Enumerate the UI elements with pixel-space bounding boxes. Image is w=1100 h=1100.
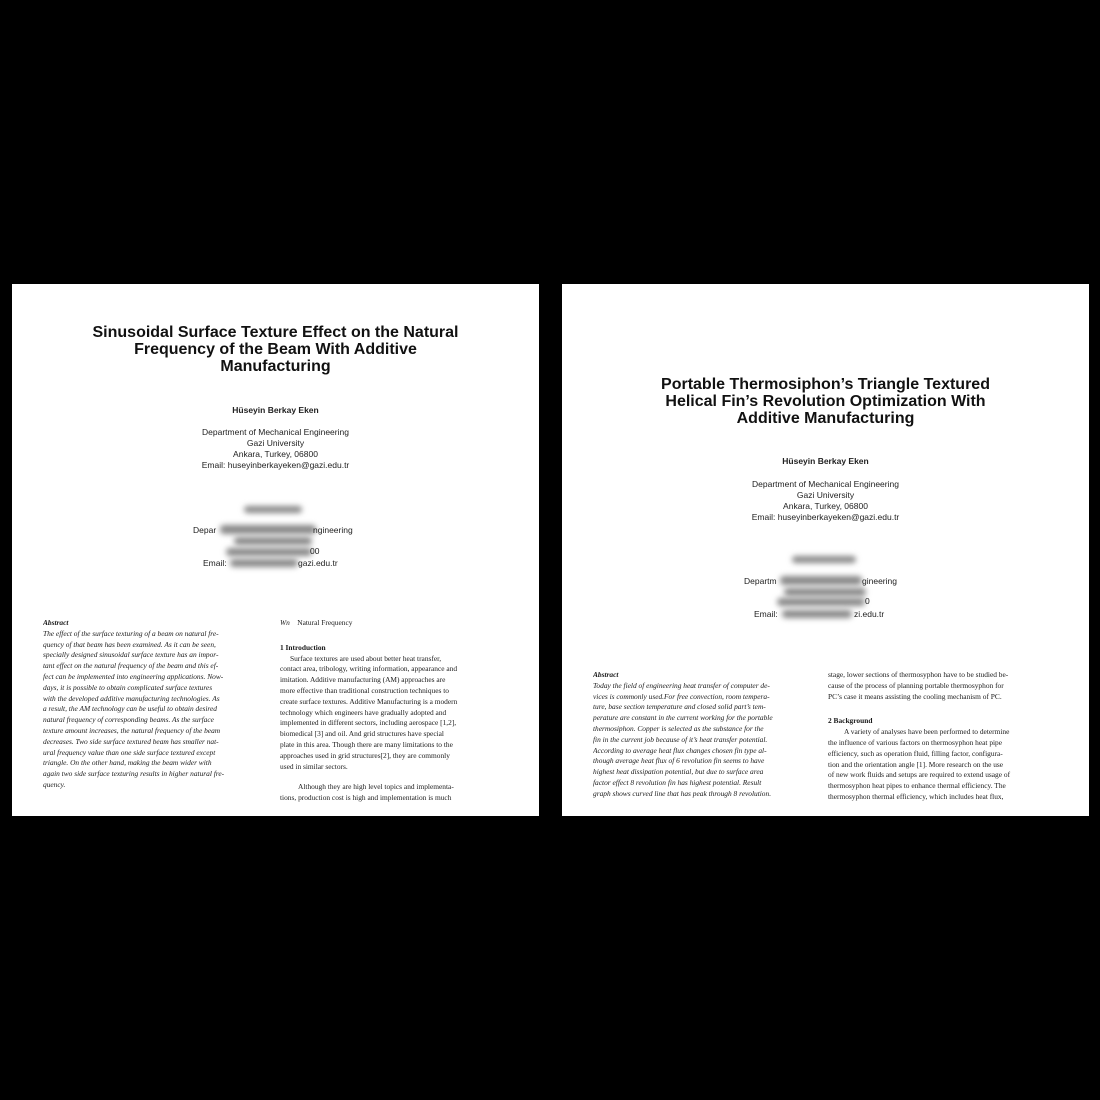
redacted-second-author: Depar ngineering 00 Email: gazi.edu.tr bbox=[12, 500, 539, 580]
redaction-blur bbox=[782, 610, 852, 618]
author-name: Hüseyin Berkay Eken bbox=[782, 456, 869, 466]
author-name: Hüseyin Berkay Eken bbox=[232, 405, 319, 415]
author-affiliation: Department of Mechanical Engineering Gazi University Ankara, Turkey, 06800 Email: huseyinberkayeken@gazi.edu.tr bbox=[751, 479, 900, 522]
author-affiliation: Department of Mechanical Engineering Gazi University Ankara, Turkey, 06800 Email: huseyinberkayeken@gazi.edu.tr bbox=[201, 427, 350, 470]
abstract-column bbox=[593, 670, 819, 800]
background-column: stage, lower sections of thermosyphon have to be studied be- cause of the process of planning portable thermosyphon for PC’s case it means assisting the cooling mechanism of PC. 2 Background A variety of analyses have been performed to determine the influence of various factors on thermosyphon heat pipe efficiency, such as operation fluid, filling factor, configura- tion and the orientation angle [1]. More research on the use of new work fluids and setups are required to extend usage of thermosyphon heat pipes to enhance thermal efficiency. The thermosyphon thermal efficiency, which includes heat flux, bbox=[828, 670, 1054, 803]
paper-page-right bbox=[562, 284, 1089, 816]
section-body: Surface textures are used about better heat transfer, contact area, tribology, writing information, appearance and imitation. Additive manufacturing (AM) approaches are more effective than traditional construction techniques to create surface textures. Additive Manufacturing is a modern technology which engineers have gradually adopted and implemented in different sectors, including aerospace [1,2], biomedical [3] and oil. And grid structures have special plate in this area. Though there are many limitations to the approaches used in grid structures[2], they are commonly used in similar sectors. Although they are high level topics and implementa- tions, production cost is high and implementation is much bbox=[280, 653, 458, 803]
redaction-blur bbox=[777, 598, 865, 606]
section-body: A variety of analyses have been performed to determine the influence of various factors on thermosyphon heat pipe efficiency, such as operation fluid, filling factor, configura- tion and the orientation angle [1]. More research on the use of new work fluids and setups are required to extend usage of thermosyphon heat pipes to enhance thermal efficiency. The thermosyphon thermal efficiency, which includes heat flux, bbox=[828, 727, 1011, 801]
paper-title: Portable Thermosiphon’s Triangle Textured Helical Fin’s Revolution Optimization With Additive Manufacturing bbox=[661, 376, 990, 427]
redaction-blur bbox=[784, 588, 866, 596]
intro-column bbox=[280, 618, 502, 804]
redaction-blur bbox=[244, 506, 302, 513]
redaction-blur bbox=[220, 525, 316, 534]
redacted-second-author: Departm gineering 0 Email: zi.edu.tr bbox=[562, 552, 1089, 632]
paper-page-left bbox=[12, 284, 539, 816]
abstract-heading: Abstract bbox=[593, 670, 619, 679]
abstract-heading: Abstract bbox=[43, 618, 69, 627]
redaction-blur bbox=[780, 576, 862, 585]
abstract-body: Today the field of engineering heat transfer of computer de- vices is commonly used.For free convection, room tempera- ture, base section temperature and closed solid part’s tem- perature are constant in the current working for the portable thermosiphon. Copper is selected as the substance for the fin in the current job because of it’s heat transfer potential. According to average heat flux changes chosen fin type al- though average heat flux of 6 revolution fin seems to have highest heat dissipation potential, but due to surface area factor effect 8 revolution fin has highest potential. Result graph shows curved line that has peak through 8 revolution. bbox=[593, 680, 773, 798]
section-heading: 1 Introduction bbox=[280, 642, 326, 652]
paper-title: Sinusoidal Surface Texture Effect on the Natural Frequency of the Beam With Additive Manufacturing bbox=[92, 324, 459, 375]
abstract-body: The effect of the surface texturing of a beam on natural fre- quency of that beam has been examined. As it can be seen, specially designed sinusoidal surface texture has an impor- tant effect on the natural frequency of the beam and this ef- fect can be implemented into engineering applications. Now- days, it is possible to obtain complicated surface textures with the developed additive manufacturing technologies. As a result, the AM technology can be useful to obtain desired natural frequency of corresponding beams. As the surface texture amount increases, the natural frequency of the beam decreases. Two side surface textured beam has smaller nat- ural frequency value than one side surface textured except triangle. On the other hand, making the beam wider with again two side surface texturing results in higher natural fre- quency. bbox=[43, 628, 225, 789]
redaction-blur bbox=[230, 559, 298, 567]
section-heading: 2 Background bbox=[828, 716, 873, 726]
redaction-blur bbox=[792, 556, 856, 563]
nomenclature-entry: Wn Natural Frequency bbox=[280, 618, 353, 627]
redaction-blur bbox=[226, 548, 312, 556]
redaction-blur bbox=[234, 537, 312, 545]
abstract-column bbox=[43, 618, 267, 791]
